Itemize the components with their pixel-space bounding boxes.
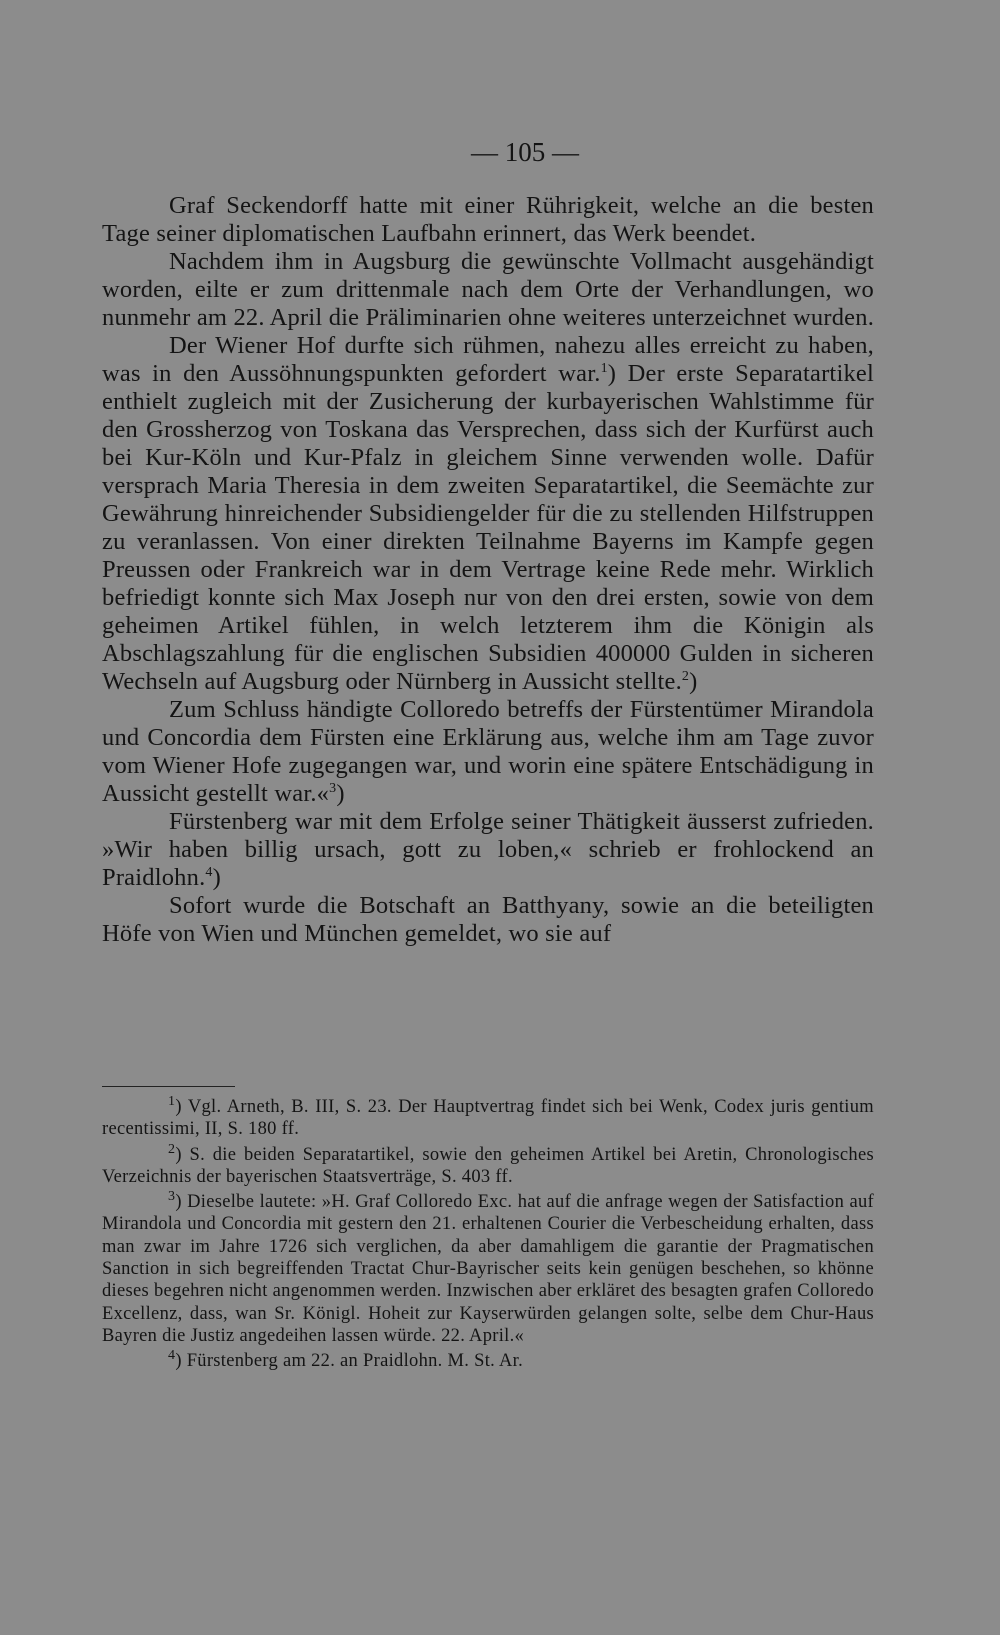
footnote-ref: 2 <box>681 668 690 684</box>
footnote-ref-paren: ) <box>689 668 698 695</box>
footnote-text: Fürstenberg am 22. an Praidlohn. M. St. Ar. <box>186 1351 524 1372</box>
footnote: $^1$) Vgl. Arneth, B. III, S. 23. Der Hauptvertrag findet sich bei Wenk, Codex juris gentium recentissimi, II, S. 180 ff. <box>102 1093 874 1140</box>
footnote: $^3$) Dieselbe lautete: »H. Graf Colloredo Exc. hat auf die anfrage wegen der Satisfaction auf Mirandola und Concordia mit gestern den 21. erhaltenen Courier die Verbescheidung erhalten, dass man zwar im Jahre 1726 sich verglichen, da aber damahligem die garantie der Pragmatischen Sanction in sich begreiffenden Tractat Chur-Bayrischer seits kein genügen beschehen, so khönne dieses begehren nicht angenommen werden. Inzwischen aber erkläret des besagten grafen Colloredo Excellenz, dass, wan Sr. Königl. Hoheit zur Kayserwürden gelangen solte, selbe dem Chur-Haus Bayren die Justiz angedeihen lassen würde. 22. April.« <box>102 1189 874 1346</box>
footnotes <box>102 1093 874 1376</box>
footnote-ref-paren: ) <box>607 360 617 387</box>
footnote-ref-paren: ) <box>212 864 221 891</box>
paragraph-text: Der erste Separatartikel enthielt zugleich mit der Zusicherung der kurbayerischen Wahlstimme für den Grossherzog von Toskana das Versprechen, dass sich der Kurfürst auch bei Kur-Köln und Kur-Pfalz in gleichem Sinne verwenden wolle. Dafür versprach Maria Theresia in dem zweiten Separatartikel, die Seemächte zur Gewährung hinreichender Subsidiengelder für die zu stellenden Hilfstruppen zu veranlassen. Von einer direkten Teilnahme Bayerns im Kampfe gegen Preussen oder Frankreich war in dem Vertrage keine Rede mehr. Wirklich befriedigt konnte sich Max Joseph nur von den drei ersten, sowie von dem geheimen Artikel fühlen, in welch letzterem ihm die Königin als Abschlagszahlung für die englischen Subsidien 400000 Gulden in sicheren Wechseln auf Augsburg oder Nürnberg in Aussicht stellte. <box>102 360 874 695</box>
paragraph-text: Nachdem ihm in Augsburg die gewünschte Vollmacht ausgehändigt worden, eilte er zum drittenmale nach dem Orte der Verhandlungen, wo nunmehr am 22. April die Präliminarien ohne weiteres unterzeichnet wurden. <box>102 248 875 331</box>
footnote: $^4$) Fürstenberg am 22. an Praidlohn. M. St. Ar. <box>168 1348 524 1372</box>
footnote-mark: 1 <box>168 1093 176 1109</box>
paragraph <box>102 332 874 696</box>
paragraph <box>102 696 874 808</box>
paragraph <box>102 248 874 332</box>
paragraph <box>102 192 874 248</box>
footnote-divider <box>102 1086 235 1087</box>
footnote-text: S. die beiden Separatartikel, sowie den geheimen Artikel bei Aretin, Chronologisches Verzeichnis der bayerischen Staatsverträge, S. 403 ff. <box>102 1144 874 1187</box>
paragraph <box>102 892 874 948</box>
body-text <box>102 192 874 948</box>
paragraph-text: Graf Seckendorff hatte mit einer Rührigkeit, welche an die besten Tage seiner diplomatischen Laufbahn erinnert, das Werk beendet. <box>102 192 874 247</box>
footnote-text: Vgl. Arneth, B. III, S. 23. Der Hauptvertrag findet sich bei Wenk, Codex juris gentium recentissimi, II, S. 180 ff. <box>102 1097 874 1140</box>
footnote-mark: 4 <box>168 1348 176 1364</box>
paragraph-text: Fürstenberg war mit dem Erfolge seiner Thätigkeit äusserst zufrieden. »Wir haben billig ursach, gott zu loben,« schrieb er frohlockend an Praidlohn. <box>102 808 874 891</box>
paragraph-text: Der Wiener Hof durfte sich rühmen, nahezu alles erreicht zu haben, was in den Aussöhnungspunkten gefordert war. <box>102 332 874 387</box>
footnote-mark: 3 <box>168 1189 176 1205</box>
page-number: — 105 — <box>471 137 579 167</box>
paragraph <box>102 808 874 892</box>
footnote-mark: 2 <box>168 1141 176 1157</box>
paragraph-text: Sofort wurde die Botschaft an Batthyany, sowie an die beteiligten Höfe von Wien und München gemeldet, wo sie auf <box>102 892 874 947</box>
footnote: $^2$) S. die beiden Separatartikel, sowie den geheimen Artikel bei Aretin, Chronologisches Verzeichnis der bayerischen Staatsverträge, S. 403 ff. <box>102 1141 874 1187</box>
footnote-ref: 1 <box>600 360 608 376</box>
footnote-ref: 4 <box>205 864 213 880</box>
paragraph-text: Zum Schluss händigte Colloredo betreffs der Fürstentümer Mirandola und Concordia dem Fürsten eine Erklärung aus, welche ihm am Tage zuvor vom Wiener Hofe zugegangen war, und worin eine spätere Entschädigung in Aussicht gestellt war.« <box>102 696 874 807</box>
footnote-text: Dieselbe lautete: »H. Graf Colloredo Exc. hat auf die anfrage wegen der Satisfaction auf Mirandola und Concordia mit gestern den 21. erhaltenen Courier die Verbescheidung erhalten, dass man zwar im Jahre 1726 sich verglichen, da aber damahligem die garantie der Pragmatischen Sanction in sich begreiffenden Tractat Chur-Bayrischer seits kein genügen beschehen, so khönne dieses begehren nicht angenommen werden. Inzwischen aber erkläret des besagten grafen Colloredo Excellenz, dass, wan Sr. Königl. Hoheit zur Kayserwürden gelangen solte, selbe dem Chur-Haus Bayren die Justiz angedeihen lassen würde. 22. April.« <box>102 1192 874 1346</box>
footnote-ref-paren: ) <box>336 780 345 807</box>
footnote-ref: 3 <box>329 780 337 796</box>
